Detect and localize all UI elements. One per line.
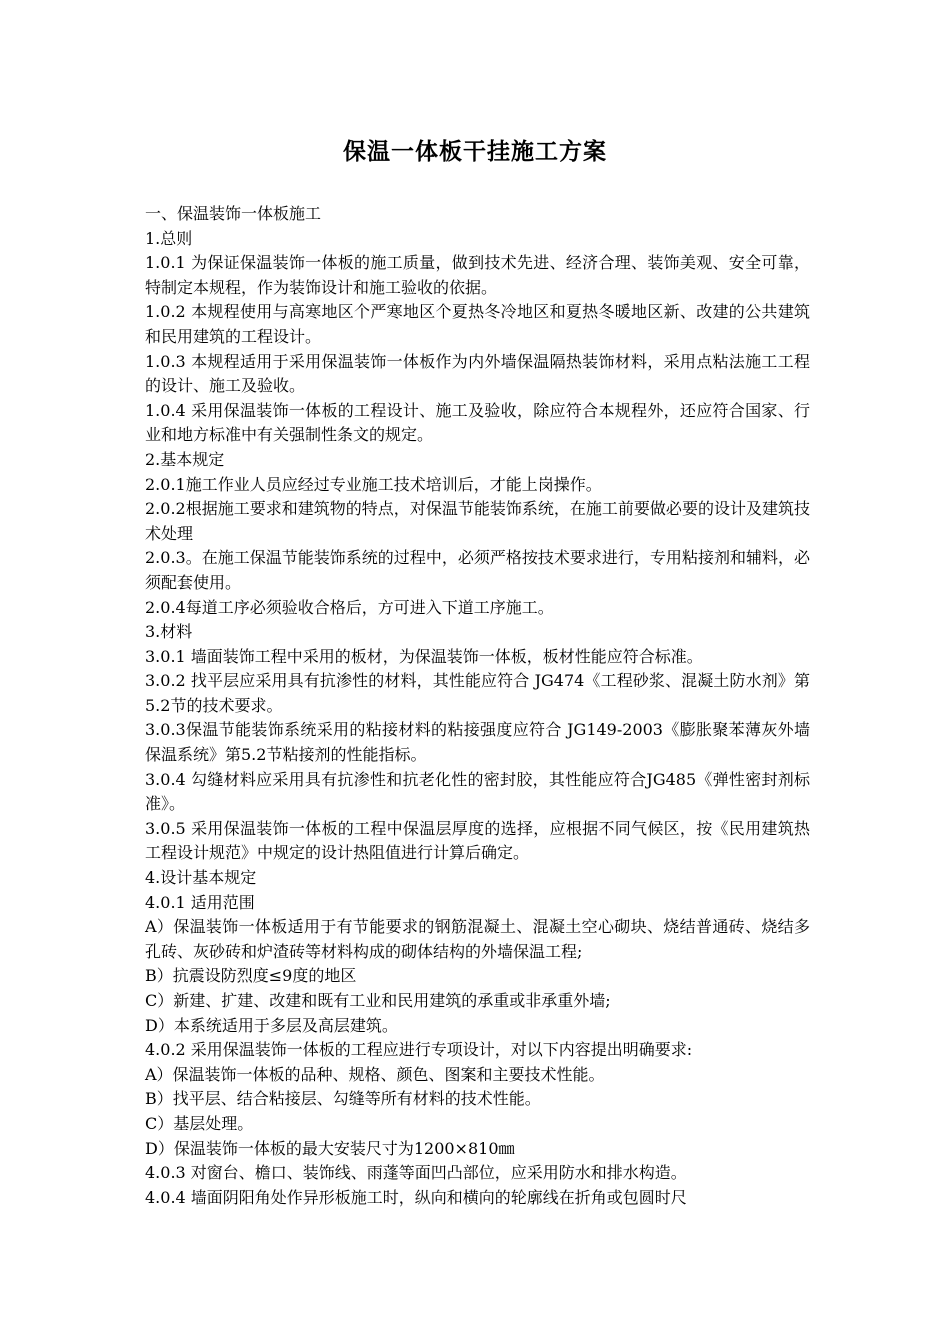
- list-item: B）抗震设防烈度≤9度的地区: [145, 966, 357, 986]
- clause-paragraph: 2.0.1施工作业人员应经过专业施工技术培训后，才能上岗操作。: [145, 474, 602, 494]
- subsection-heading: 1.总则: [145, 228, 193, 248]
- clause-paragraph: 3.0.3保温节能装饰系统采用的粘接材料的粘接强度应符合 JG149-2003《膨胀聚苯薄灰外墙保温系统》第5.2节粘接剂的性能指标。: [145, 720, 810, 765]
- list-item: C）新建、扩建、改建和既有工业和民用建筑的承重或非承重外墙;: [145, 991, 611, 1010]
- clause-paragraph: 2.0.2根据施工要求和建筑物的特点，对保温节能装饰系统，在施工前要做必要的设计及建筑技术处理: [145, 499, 810, 543]
- clause-paragraph: 2.0.3。在施工保温节能装饰系统的过程中，必须严格按技术要求进行，专用粘接剂和辅料，必须配套使用。: [145, 548, 810, 592]
- subsection-heading: 4.设计基本规定: [145, 868, 257, 888]
- list-item: A）保温装饰一体板适用于有节能要求的钢筋混凝土、混凝土空心砌块、烧结普通砖、烧结多孔砖、灰砂砖和炉渣砖等材料构成的砌体结构的外墙保温工程;: [145, 917, 810, 961]
- clause-paragraph: 2.0.4每道工序必须验收合格后，方可进入下道工序施工。: [145, 597, 554, 617]
- clause-paragraph: 4.0.2 采用保温装饰一体板的工程应进行专项设计，对以下内容提出明确要求:: [145, 1040, 693, 1060]
- list-item: D）本系统适用于多层及高层建筑。: [145, 1015, 398, 1035]
- clause-paragraph: 1.0.4 采用保温装饰一体板的工程设计、施工及验收，除应符合本规程外，还应符合国家、行业和地方标准中有关强制性条文的规定。: [145, 400, 810, 445]
- clause-paragraph: 3.0.1 墙面装饰工程中采用的板材，为保温装饰一体板，板材性能应符合标准。: [145, 646, 703, 666]
- clause-paragraph: 3.0.4 勾缝材料应采用具有抗渗性和抗老化性的密封胶，其性能应符合JG485《弹性密封剂标准》。: [145, 769, 810, 814]
- clause-paragraph: 4.0.3 对窗台、檐口、装饰线、雨蓬等面凹凸部位，应采用防水和排水构造。: [145, 1163, 687, 1183]
- list-item: A）保温装饰一体板的品种、规格、颜色、图案和主要技术性能。: [145, 1064, 605, 1084]
- clause-paragraph: 3.0.5 采用保温装饰一体板的工程中保温层厚度的选择，应根据不同气候区，按《民用建筑热工程设计规范》中规定的设计热阻值进行计算后确定。: [145, 818, 810, 863]
- clause-paragraph: 4.0.1 适用范围: [145, 892, 255, 912]
- list-item: B）找平层、结合粘接层、勾缝等所有材料的技术性能。: [145, 1089, 541, 1109]
- clause-paragraph: 3.0.2 找平层应采用具有抗渗性的材料，其性能应符合 JG474《工程砂浆、混凝土防水剂》第5.2节的技术要求。: [145, 671, 810, 715]
- subsection-heading: 2.基本规定: [145, 449, 225, 469]
- clause-paragraph: 4.0.4 墙面阴阳角处作异形板施工时，纵向和横向的轮廓线在折角或包圆时尺: [145, 1187, 687, 1207]
- clause-paragraph: 1.0.1 为保证保温装饰一体板的施工质量，做到技术先进、经济合理、装饰美观、安全可靠，特制定本规程，作为装饰设计和施工验收的依据。: [145, 253, 810, 297]
- clause-paragraph: 1.0.2 本规程使用与高寒地区个严寒地区个夏热冬冷地区和夏热冬暖地区新、改建的公共建筑和民用建筑的工程设计。: [145, 302, 810, 346]
- section-heading: 一、保温装饰一体板施工: [145, 204, 322, 223]
- subsection-heading: 3.材料: [145, 622, 193, 642]
- list-item: C）基层处理。: [145, 1113, 254, 1133]
- document-title: 保温一体板干挂施工方案: [343, 139, 607, 165]
- clause-paragraph: 1.0.3 本规程适用于采用保温装饰一体板作为内外墙保温隔热装饰材料，采用点粘法施工工程的设计、施工及验收。: [145, 351, 810, 396]
- list-item: D）保温装饰一体板的最大安装尺寸为1200×810㎜: [145, 1138, 515, 1158]
- document-body: [145, 202, 810, 1210]
